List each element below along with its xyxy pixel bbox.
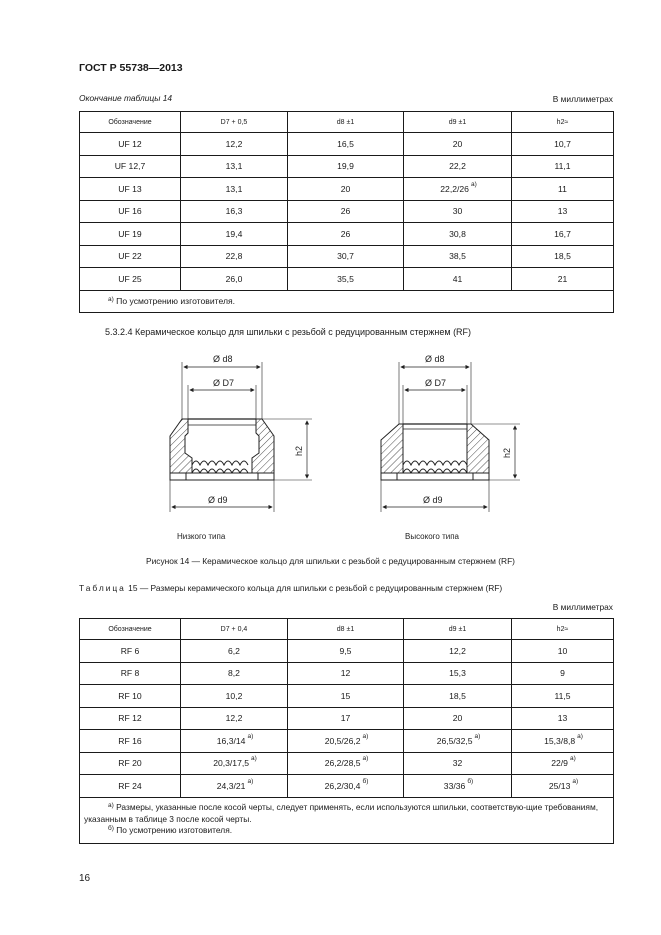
table-row xyxy=(80,685,614,708)
cell: 13 xyxy=(512,707,614,730)
col-d9: d9 ±1 xyxy=(404,112,512,133)
footnote-b xyxy=(84,825,607,837)
col-d9: d9 ±1 xyxy=(404,619,512,640)
table14-note xyxy=(80,290,614,313)
col-h2: h2≈ xyxy=(512,619,614,640)
cell-value: 26,2/28,5 xyxy=(324,758,361,769)
cell: 13,1 xyxy=(181,155,288,178)
dim-d8-label: Ø d8 xyxy=(213,354,233,364)
cell: 10,2 xyxy=(181,685,288,708)
figure-caption: Рисунок 14 — Керамическое кольцо для шпильки с резьбой с редуцированным стержнем (RF) xyxy=(146,556,515,566)
table14-caption: Окончание таблицы 14 xyxy=(79,93,173,103)
col-D7: D7 + 0,4 xyxy=(181,619,288,640)
footnote-marker: а) xyxy=(577,732,583,740)
footnote-text: По усмотрению изготовителя. xyxy=(116,296,236,307)
section-heading: 5.3.2.4 Керамическое кольцо для шпильки с резьбой с редуцированным стержнем (RF) xyxy=(105,327,472,337)
cell: 12,2 xyxy=(181,133,288,156)
cell: 15,3 xyxy=(404,662,512,685)
high-type-ring xyxy=(381,354,520,512)
footnote-marker: а) xyxy=(247,732,254,740)
cell: RF 8 xyxy=(80,662,181,685)
cell: UF 16 xyxy=(80,200,181,223)
cell: UF 25 xyxy=(80,268,181,291)
dim-d9-label: Ø d9 xyxy=(423,495,443,505)
cell: 8,2 xyxy=(181,662,288,685)
table-row xyxy=(80,245,614,268)
cell: UF 12,7 xyxy=(80,155,181,178)
footnote-marker: а) xyxy=(470,180,477,188)
cell-with-footnote xyxy=(288,752,404,775)
cell-with-footnote xyxy=(181,775,288,798)
low-type-label: Низкого типа xyxy=(177,532,226,541)
footnote-marker: а) xyxy=(474,732,481,740)
cell: 11,1 xyxy=(512,155,614,178)
table-row xyxy=(80,223,614,246)
dim-h2-label: h2 xyxy=(502,447,512,458)
dim-D7-label: Ø D7 xyxy=(213,378,235,388)
footnote-marker: б) xyxy=(362,777,369,785)
col-h2: h2≈ xyxy=(512,112,614,133)
cell: 30 xyxy=(404,200,512,223)
cell-value: 15,3/8,8 xyxy=(544,735,576,746)
cell: UF 22 xyxy=(80,245,181,268)
cell: RF 10 xyxy=(80,685,181,708)
table-row xyxy=(80,752,614,775)
document-header: ГОСТ Р 55738—2013 xyxy=(79,62,183,74)
cell: 13,1 xyxy=(181,178,288,201)
cell: 16,5 xyxy=(288,133,404,156)
footnote-a xyxy=(84,802,607,825)
footnote-text: По усмотрению изготовителя. xyxy=(116,824,233,835)
page-number: 16 xyxy=(79,873,91,884)
cell: 22,2 xyxy=(404,155,512,178)
cell-with-footnote xyxy=(288,730,404,753)
table15-header-row xyxy=(80,619,614,640)
table-row xyxy=(80,662,614,685)
cell: 12,2 xyxy=(181,707,288,730)
cell: 26,0 xyxy=(181,268,288,291)
table-row xyxy=(80,155,614,178)
cell: 10 xyxy=(512,640,614,663)
cell: 9 xyxy=(512,662,614,685)
cell: 10,7 xyxy=(512,133,614,156)
cell: 17 xyxy=(288,707,404,730)
ceramic-ring-drawing xyxy=(0,340,661,550)
table15 xyxy=(79,618,614,844)
table-row xyxy=(80,730,614,753)
cell-value: 20,5/26,2 xyxy=(324,735,361,746)
table14-note-row xyxy=(80,290,614,313)
cell: 9,5 xyxy=(288,640,404,663)
cell: RF 12 xyxy=(80,707,181,730)
high-type-label: Высокого типа xyxy=(405,532,459,541)
cell-value: 33/36 xyxy=(443,780,466,791)
table14 xyxy=(79,111,614,313)
table14-units: В миллиметрах xyxy=(552,94,613,104)
col-D7: D7 + 0,5 xyxy=(181,112,288,133)
cell: 16,3 xyxy=(181,200,288,223)
cell-with-footnote xyxy=(181,730,288,753)
cell: UF 12 xyxy=(80,133,181,156)
cell-value: 20,3/17,5 xyxy=(213,758,250,769)
cell-value: 22/9 xyxy=(551,758,568,769)
cell: 20 xyxy=(404,707,512,730)
footnote-marker: а) xyxy=(108,296,114,304)
cell-value: 26,5/32,5 xyxy=(436,735,473,746)
cell: 21 xyxy=(512,268,614,291)
cell: UF 13 xyxy=(80,178,181,201)
dim-d8-label: Ø d8 xyxy=(425,354,445,364)
footnote-marker: а) xyxy=(251,755,257,763)
cell: 38,5 xyxy=(404,245,512,268)
cell-with-footnote xyxy=(404,775,512,798)
cell: 35,5 xyxy=(288,268,404,291)
footnote-marker: а) xyxy=(362,732,369,740)
cell: 22,8 xyxy=(181,245,288,268)
cell: 18,5 xyxy=(404,685,512,708)
cell: RF 6 xyxy=(80,640,181,663)
dim-h2-label: h2 xyxy=(294,445,304,456)
cell: UF 19 xyxy=(80,223,181,246)
cell: 11,5 xyxy=(512,685,614,708)
table15-caption-prefix: Таблица xyxy=(79,583,126,593)
col-d8: d8 ±1 xyxy=(288,112,404,133)
cell: 19,4 xyxy=(181,223,288,246)
table15-note-row xyxy=(80,797,614,843)
col-designation: Обозначение xyxy=(80,619,181,640)
cell: 12 xyxy=(288,662,404,685)
cell: 11 xyxy=(512,178,614,201)
footnote-marker: а) xyxy=(569,755,576,763)
table-row xyxy=(80,268,614,291)
cell: 30,7 xyxy=(288,245,404,268)
dim-d9-label: Ø d9 xyxy=(208,495,228,505)
col-d8: d8 ±1 xyxy=(288,619,404,640)
table-row xyxy=(80,200,614,223)
cell-with-footnote xyxy=(512,752,614,775)
cell-with-footnote xyxy=(512,775,614,798)
cell: RF 16 xyxy=(80,730,181,753)
table-row xyxy=(80,133,614,156)
table-row xyxy=(80,775,614,798)
cell: 18,5 xyxy=(512,245,614,268)
cell: 13 xyxy=(512,200,614,223)
cell: 19,9 xyxy=(288,155,404,178)
col-designation: Обозначение xyxy=(80,112,181,133)
cell-with-footnote xyxy=(288,775,404,798)
footnote-text: Размеры, указанные после косой черты, следует применять, если используются шпильки, соответствую-щие требованиям, указанным в таблице 3 после косой черты. xyxy=(84,801,599,824)
cell-with-footnote xyxy=(404,730,512,753)
table15-notes xyxy=(80,797,614,843)
cell-with-footnote xyxy=(404,178,512,201)
cell: 15 xyxy=(288,685,404,708)
footnote-marker: а) xyxy=(247,777,254,785)
cell: 16,7 xyxy=(512,223,614,246)
cell: 20 xyxy=(288,178,404,201)
cell: 6,2 xyxy=(181,640,288,663)
cell: 26 xyxy=(288,200,404,223)
footnote-marker: б) xyxy=(467,777,474,785)
cell: RF 24 xyxy=(80,775,181,798)
table-row xyxy=(80,707,614,730)
cell: 12,2 xyxy=(404,640,512,663)
footnote-marker: а) xyxy=(362,755,369,763)
table15-caption-text: 15 — Размеры керамического кольца для шпильки с резьбой с редуцированным стержнем (RF) xyxy=(125,583,503,593)
footnote-marker: б) xyxy=(108,824,114,832)
cell: 30,8 xyxy=(404,223,512,246)
table15-caption xyxy=(79,583,502,593)
table-row xyxy=(80,640,614,663)
table14-header-row xyxy=(80,112,614,133)
low-type-ring xyxy=(170,354,312,512)
table15-units: В миллиметрах xyxy=(552,602,613,612)
cell-value: 24,3/21 xyxy=(216,780,246,791)
cell-value: 26,2/30,4 xyxy=(324,780,361,791)
cell-with-footnote xyxy=(181,752,288,775)
cell-value: 16,3/14 xyxy=(216,735,246,746)
cell-value: 25/13 xyxy=(548,780,571,791)
cell: RF 20 xyxy=(80,752,181,775)
cell: 20 xyxy=(404,133,512,156)
dim-D7-label: Ø D7 xyxy=(425,378,447,388)
cell: 32 xyxy=(404,752,512,775)
cell-value: 22,2/26 xyxy=(440,183,469,194)
cell: 26 xyxy=(288,223,404,246)
table-row xyxy=(80,178,614,201)
footnote-marker: а) xyxy=(108,801,114,809)
cell-with-footnote xyxy=(512,730,614,753)
cell: 41 xyxy=(404,268,512,291)
footnote-marker: а) xyxy=(572,777,579,785)
